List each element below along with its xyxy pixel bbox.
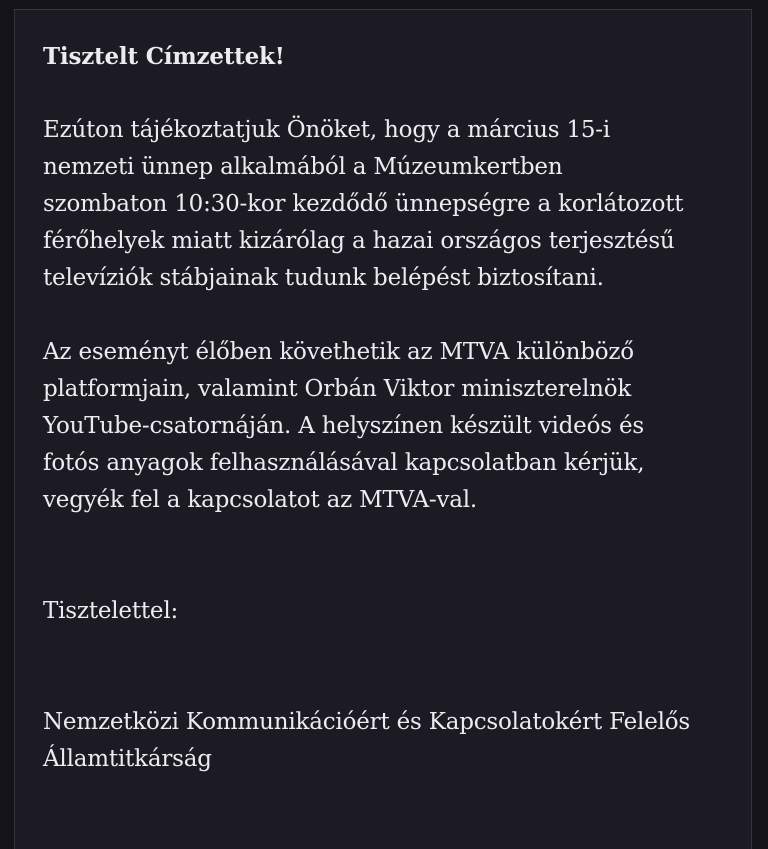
text-line: Az eseményt élőben követhetik az MTVA különböző — [43, 339, 634, 365]
text-line: Nemzetközi Kommunikációért és Kapcsolatokért Felelős — [43, 709, 691, 735]
email-body — [43, 38, 743, 778]
text-line: televíziók stábjainak tudunk belépést biztosítani. — [43, 265, 604, 291]
email-paragraph-1 — [43, 112, 743, 297]
text-line: Ezúton tájékoztatjuk Önöket, hogy a március 15-i — [43, 117, 611, 143]
email-sender — [43, 704, 743, 778]
email-message-card — [14, 9, 752, 849]
text-line: férőhelyek miatt kizárólag a hazai országos terjesztésű — [43, 228, 675, 254]
text-line: vegyék fel a kapcsolatot az MTVA-val. — [43, 487, 478, 513]
text-line: nemzeti ünnep alkalmából a Múzeumkertben — [43, 154, 563, 180]
text-line: szombaton 10:30-kor kezdődő ünnepségre a korlátozott — [43, 191, 684, 217]
text-line: Államtitkárság — [43, 746, 212, 772]
email-greeting: Tisztelt Címzettek! — [43, 43, 285, 70]
text-line: YouTube-csatornáján. A helyszínen készült videós és — [43, 413, 644, 439]
text-line: platformjain, valamint Orbán Viktor miniszterelnök — [43, 376, 632, 402]
email-closing: Tisztelettel: — [43, 598, 179, 624]
text-line: fotós anyagok felhasználásával kapcsolatban kérjük, — [43, 450, 645, 476]
email-paragraph-2 — [43, 334, 743, 519]
